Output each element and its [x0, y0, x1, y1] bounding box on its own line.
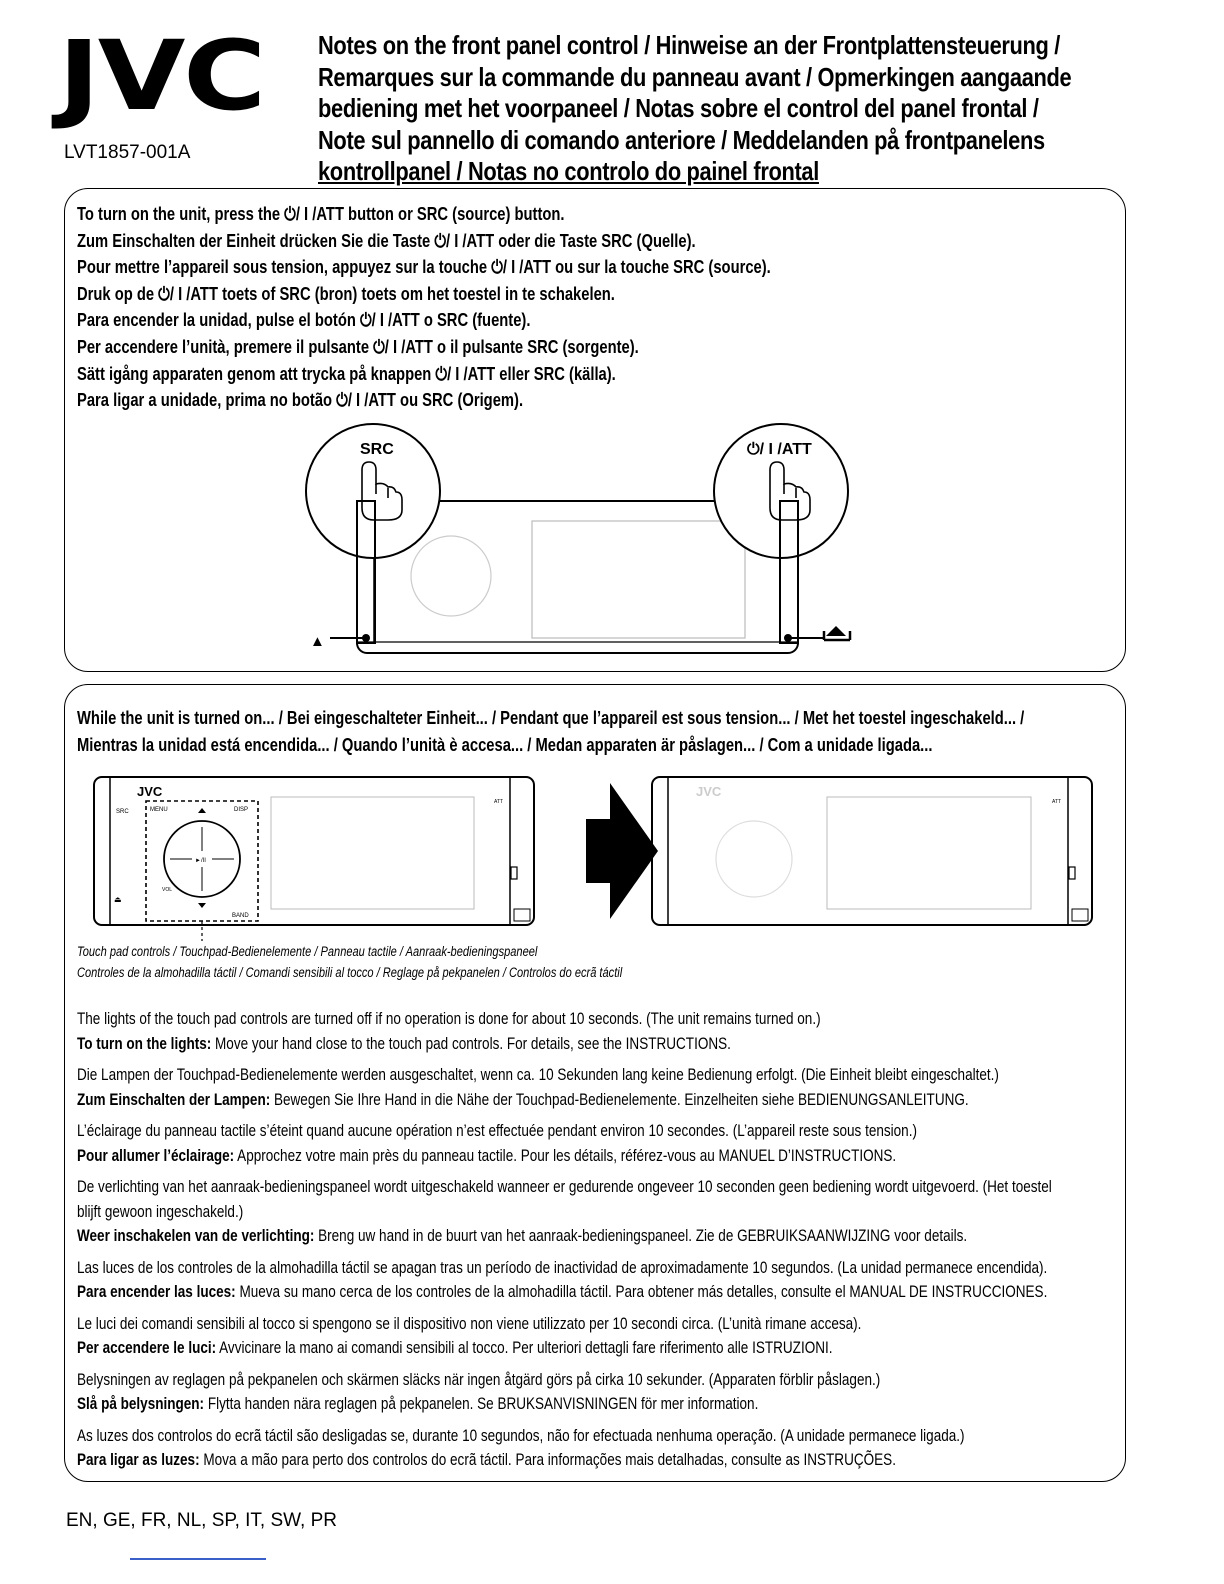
instruction-line: To turn on the unit, press the ⏻/ I /ATT button or SRC (source) button.	[77, 204, 565, 224]
power-button-label: ⏻/ I /ATT	[747, 441, 812, 458]
caption-line: Controles de la almohadilla táctil / Comandi sensibili al tocco / Reglage på pekpanelen / Controlos do ecrã táctil	[77, 965, 623, 980]
language-paragraph-fr: L’éclairage du panneau tactile s’éteint quand aucune opération n’est effectuée pendant environ 10 secondes. (L’appareil reste sous tension.) Pour allumer l’éclairage: Approchez votre main près du panneau tactile. Pour les détails, référez-vous au MANUEL D’INSTRUCTIONS.	[77, 1122, 917, 1165]
power-on-diagram	[64, 188, 1126, 672]
svg-text:⏏: ⏏	[114, 895, 122, 904]
vol-label: VOL	[162, 887, 173, 893]
while-on-heading	[77, 705, 1224, 759]
unit-logo: JVC	[696, 784, 722, 799]
unit-lit	[94, 777, 534, 925]
att-key-label: ATT	[494, 799, 504, 805]
caption-line: Touch pad controls / Touchpad-Bedienelemente / Panneau tactile / Aanraak-bedieningspaneel	[77, 944, 538, 959]
language-paragraph-sw: Belysningen av reglagen på pekpanelen och skärmen släcks när ingen åtgärd görs på cirka 10 sekunder. (Apparaten förblir påslagen.) Slå på belysningen: Flytta handen nära reglagen på pekpanelen. Se BRUKSANVISNINGEN för mer information.	[77, 1370, 881, 1413]
title-line: bediening met het voorpaneel / Notas sobre el control del panel frontal /	[318, 93, 1039, 123]
touch-pad-diagram	[64, 771, 1126, 1021]
play-pause-label: ►/II	[195, 858, 206, 864]
instruction-line: Para encender la unidad, pulse el botón ⏻/ I /ATT o SRC (fuente).	[77, 310, 531, 331]
disp-key-label: DISP	[234, 807, 249, 813]
lights-explanation	[77, 1007, 1207, 1480]
src-button-label: SRC	[360, 441, 394, 458]
power-on-panel	[64, 188, 1126, 672]
display-screen	[532, 521, 745, 638]
instruction-line: Per accendere l’unità, premere il pulsante ⏻/ I /ATT o il pulsante SRC (sorgente).	[77, 336, 639, 357]
language-codes: EN, GE, FR, NL, SP, IT, SW, PR	[66, 1510, 337, 1531]
arrow-right-icon	[586, 783, 658, 919]
touch-wheel	[411, 536, 491, 616]
heading-line: Mientras la unidad está encendida... / Quando l’unità è accesa... / Medan apparaten är påslagen... / Com a unidade ligada...	[77, 735, 933, 755]
instruction-line: Para ligar a unidade, prima no botão ⏻/ I /ATT ou SRC (Origem).	[77, 390, 524, 411]
heading-line: While the unit is turned on... / Bei eingeschalteter Einheit... / Pendant que l’appareil est sous tension... / Met het toestel ingeschakeld... /	[77, 708, 1025, 728]
instruction-line: Sätt igång apparaten genom att trycka på knappen ⏻/ I /ATT eller SRC (källa).	[77, 363, 616, 384]
language-paragraph-en: The lights of the touch pad controls are turned off if no operation is done for about 10 seconds. (The unit remains turned on.) To turn on the lights: Move your hand close to the touch pad controls. For details, see the INSTRUCTIONS.	[77, 1010, 821, 1053]
document-number: LVT1857-001A	[64, 142, 191, 163]
language-paragraph-nl: De verlichting van het aanraak-bedieningspaneel wordt uitgeschakeld wanneer er gedurende ongeveer 10 seconden geen bediening wordt uitgevoerd. (Het toestel blijft gewoon ingeschakeld.) Weer inschakelen van de verlichting: Breng uw hand in de buurt van het aanraak-bedieningspaneel. Zie de GEBRUIKSAANWIJZING voor details.	[77, 1178, 1052, 1245]
eject-icon: ▲	[310, 633, 325, 650]
language-paragraph-pr: As luzes dos controlos do ecrã táctil são desligadas se, durante 10 segundos, não for efectuada nenhuma operação. (A unidade permanece ligada.) Para ligar as luzes: Mova a mão para perto dos controlos do ecrã táctil. Para informações mais detalhadas, consulte as INSTRUÇÕES.	[77, 1426, 965, 1469]
touch-pad-caption	[77, 941, 742, 983]
unit-logo: JVC	[137, 784, 163, 799]
instruction-line: Zum Einschalten der Einheit drücken Sie die Taste ⏻/ I /ATT oder die Taste SRC (Quelle).	[77, 230, 696, 251]
language-paragraph-sp: Las luces de los controles de la almohadilla táctil se apagan tras un período de inactividad de aproximadamente 10 segundos. (La unidad permanece encendida). Para encender las luces: Mueva su mano cerca de los controles de la almohadilla táctil. Para obtener más detalles, consulte el MANUAL DE INSTRUCCIONES.	[77, 1258, 1048, 1301]
band-key-label: BAND	[232, 913, 249, 919]
tilt-icon	[824, 626, 850, 640]
menu-key-label: MENU	[150, 807, 168, 813]
instruction-line: Pour mettre l’appareil sous tension, appuyez sur la touche ⏻/ I /ATT ou sur la touche SRC (source).	[77, 257, 771, 278]
unit-dimmed	[652, 777, 1092, 925]
title-line: kontrollpanel / Notas no controlo do painel frontal	[318, 156, 819, 186]
title-line: Remarques sur la commande du panneau avant / Opmerkingen aangaande	[318, 61, 1072, 92]
footer-rule	[130, 1558, 266, 1560]
att-key-label: ATT	[1052, 799, 1062, 805]
touch-lights-panel	[64, 684, 1126, 1482]
title-line: Note sul pannello di comando anteriore / Meddelanden på frontpanelens	[318, 124, 1045, 155]
language-paragraph-ge: Die Lampen der Touchpad-Bedienelemente werden ausgeschaltet, wenn ca. 10 Sekunden lang keine Bedienung erfolgt. (Die Einheit bleibt eingeschaltet.) Zum Einschalten der Lampen: Bewegen Sie Ihre Hand in die Nähe der Touchpad-Bedienelemente. Einzelheiten siehe BEDIENUNGSANLEITUNG.	[77, 1066, 999, 1109]
page-title	[318, 30, 1198, 188]
src-key-label: SRC	[116, 809, 129, 815]
instruction-line: Druk op de ⏻/ I /ATT toets of SRC (bron) toets om het toestel in te schakelen.	[77, 283, 615, 304]
language-paragraph-it: Le luci dei comandi sensibili al tocco si spengono se il dispositivo non viene utilizzato per 10 secondi circa. (L’unità rimane accesa). Per accendere le luci: Avvicinare la mano ai comandi sensibili al tocco. Per ulteriori dettagli fare riferimento alle ISTRUZIONI.	[77, 1314, 862, 1357]
jvc-logo: JVC	[58, 20, 264, 132]
title-line: Notes on the front panel control / Hinweise an der Frontplattensteuerung /	[318, 30, 1061, 60]
